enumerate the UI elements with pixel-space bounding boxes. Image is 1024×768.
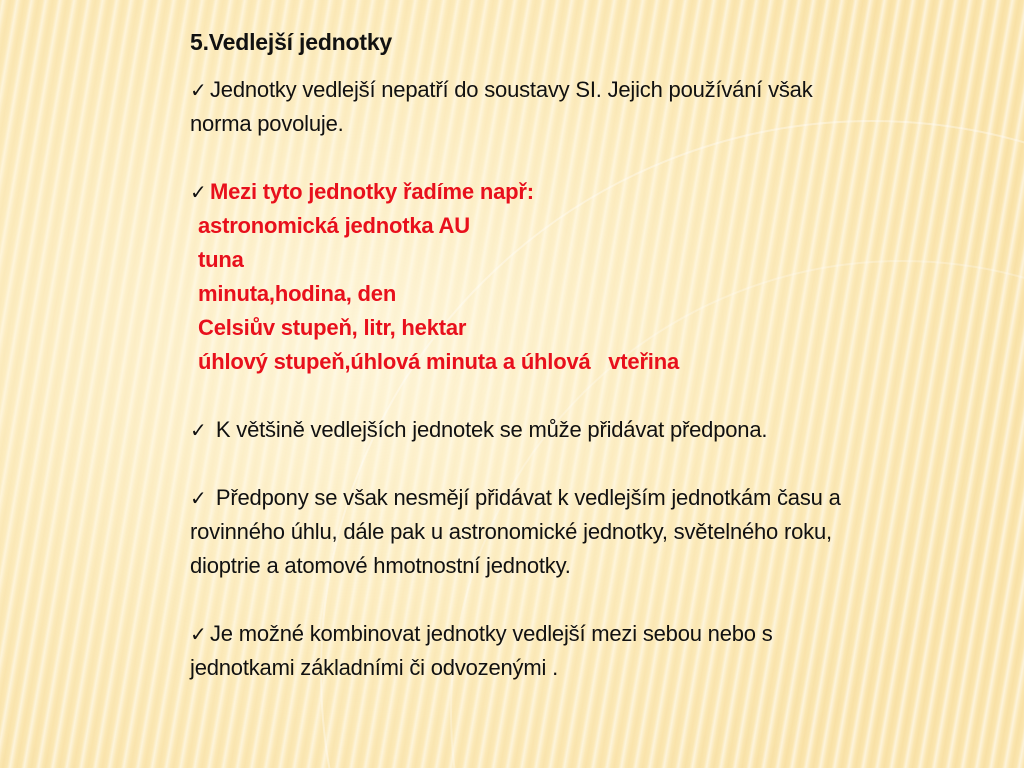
- bullet-text: Předpony se však nesmějí přidávat k vedlejším jednotkám času a: [210, 485, 841, 510]
- bullet-text: K většině vedlejších jednotek se může přidávat předpona.: [210, 417, 768, 442]
- unit-list-item: minuta,hodina, den: [198, 281, 397, 306]
- bullet-paragraph-2: [190, 175, 1020, 379]
- unit-list-item: Celsiův stupeň, litr, hektar: [198, 315, 467, 340]
- checkmark-icon: ✓: [190, 78, 207, 102]
- checkmark-icon: ✓: [190, 622, 207, 646]
- bullet-text: jednotkami základními či odvozenými .: [190, 655, 558, 680]
- bullet-heading: Mezi tyto jednotky řadíme např:: [210, 179, 534, 204]
- slide-content: [190, 25, 1020, 685]
- bullet-paragraph-3: [190, 413, 1020, 447]
- bullet-text: rovinného úhlu, dále pak u astronomické jednotky, světelného roku,: [190, 519, 832, 544]
- unit-list-item: úhlový stupeň,úhlová minuta a úhlová vteřina: [198, 349, 679, 374]
- unit-list-item: astronomická jednotka AU: [198, 213, 470, 238]
- unit-list-item: tuna: [198, 247, 244, 272]
- checkmark-icon: ✓: [190, 180, 207, 204]
- bullet-text: dioptrie a atomové hmotnostní jednotky.: [190, 553, 571, 578]
- spacer: [190, 141, 1020, 175]
- bullet-text: norma povoluje.: [190, 111, 344, 136]
- bullet-paragraph-1: [190, 73, 1020, 141]
- spacer: [190, 583, 1020, 617]
- bullet-text: Je možné kombinovat jednotky vedlejší mezi sebou nebo s: [210, 621, 773, 646]
- spacer: [190, 447, 1020, 481]
- bullet-paragraph-5: [190, 617, 1020, 685]
- spacer: [190, 379, 1020, 413]
- bullet-paragraph-4: [190, 481, 1020, 583]
- bullet-text: Jednotky vedlejší nepatří do soustavy SI. Jejich používání však: [210, 77, 813, 102]
- checkmark-icon: ✓: [190, 418, 207, 442]
- checkmark-icon: ✓: [190, 486, 207, 510]
- slide-title: 5.Vedlejší jednotky: [190, 29, 393, 55]
